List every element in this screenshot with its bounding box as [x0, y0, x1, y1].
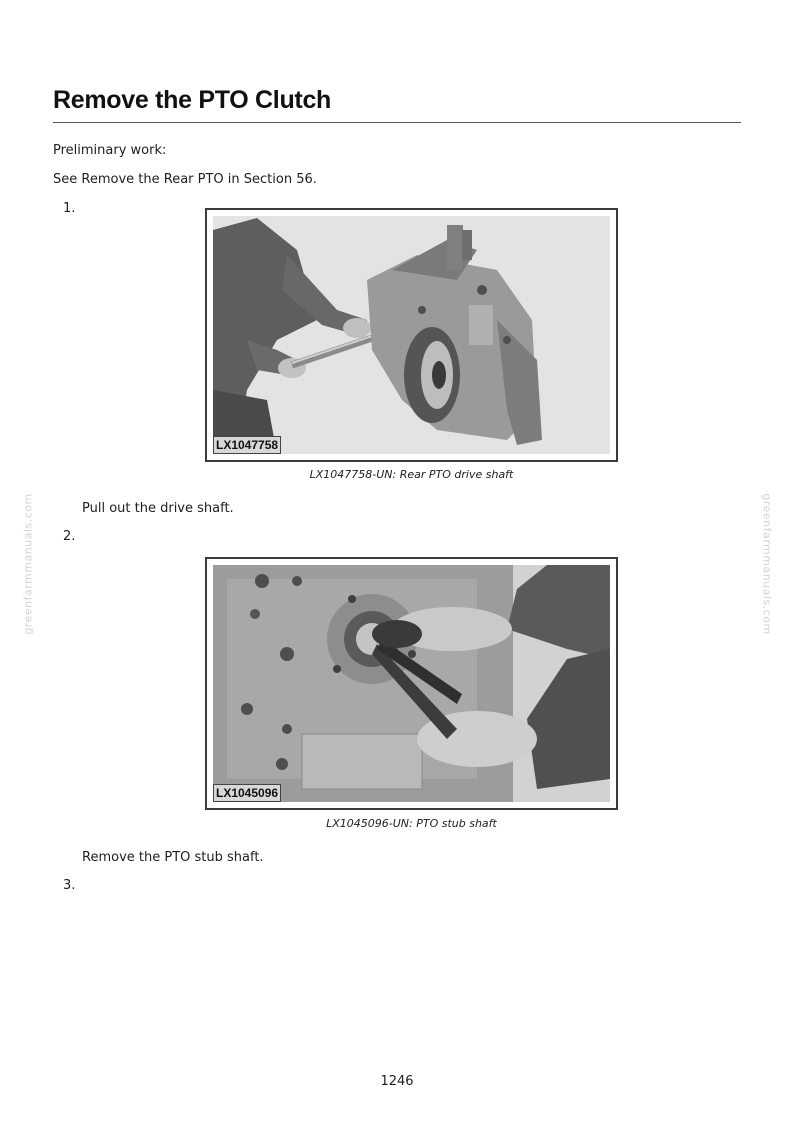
step-2-instruction: Remove the PTO stub shaft. — [82, 850, 264, 865]
step-3-number: 3. — [63, 878, 76, 893]
watermark-left: greenfarmmanuals.com — [21, 493, 35, 635]
remove-rear-pto-link[interactable]: Remove the Rear PTO — [81, 172, 224, 187]
title-rule — [53, 122, 741, 123]
figure-1-label: LX1047758 — [213, 436, 281, 454]
figure-2-caption: LX1045096-UN: PTO stub shaft — [326, 817, 497, 830]
figure-pto-stub-shaft — [205, 557, 618, 810]
figure-2-label: LX1045096 — [213, 784, 281, 802]
page-number: 1246 — [380, 1074, 414, 1089]
figure-1-caption: LX1047758-UN: Rear PTO drive shaft — [309, 468, 514, 481]
step-1-instruction: Pull out the drive shaft. — [82, 501, 234, 516]
see-suffix: in Section 56. — [223, 172, 317, 187]
figure-rear-pto-drive-shaft — [205, 208, 618, 462]
photo-rear-pto-drive-shaft — [207, 210, 616, 460]
see-reference — [53, 172, 317, 188]
step-2-number: 2. — [63, 529, 76, 544]
see-prefix: See — [53, 172, 82, 187]
step-1-number: 1. — [63, 201, 76, 216]
page-title: Remove the PTO Clutch — [53, 86, 332, 114]
preliminary-label: Preliminary work: — [53, 143, 167, 158]
photo-pto-stub-shaft — [207, 559, 616, 808]
watermark-right: greenfarmmanuals.com — [760, 493, 774, 635]
